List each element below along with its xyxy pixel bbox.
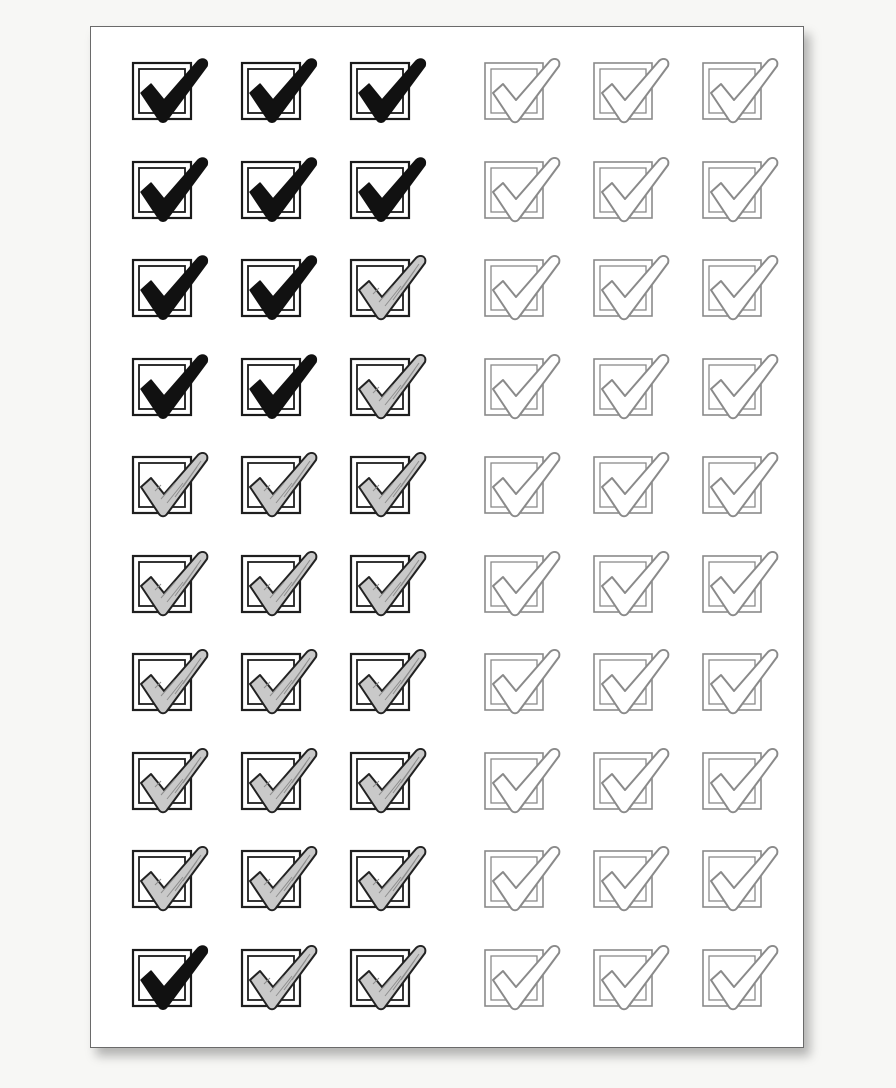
checkbox-cell [349, 343, 435, 423]
checkbox-check-icon [240, 343, 326, 423]
checkbox-cell [701, 47, 787, 127]
checkbox-check-icon [349, 343, 435, 423]
checkbox-check-icon [592, 835, 678, 915]
checkbox-check-icon [240, 441, 326, 521]
checkbox-cell [349, 540, 435, 620]
checkbox-cell [240, 737, 326, 817]
checkbox-check-icon [701, 47, 787, 127]
checkbox-cell [592, 934, 678, 1014]
checkbox-check-icon [483, 146, 569, 226]
checkbox-cell [349, 146, 435, 226]
checkbox-check-icon [483, 638, 569, 718]
checkbox-check-icon [349, 737, 435, 817]
checkbox-cell [592, 441, 678, 521]
checkbox-check-icon [701, 638, 787, 718]
checkbox-check-icon [240, 835, 326, 915]
checkbox-cell [483, 244, 569, 324]
checkbox-check-icon [483, 934, 569, 1014]
checkbox-cell [349, 934, 435, 1014]
checkbox-cell [592, 638, 678, 718]
checkbox-cell [240, 47, 326, 127]
checkbox-check-icon [592, 737, 678, 817]
checkbox-check-icon [349, 934, 435, 1014]
checkbox-cell [349, 737, 435, 817]
checkbox-cell [131, 343, 217, 423]
checkbox-check-icon [240, 540, 326, 620]
checkbox-cell [592, 540, 678, 620]
checkbox-check-icon [131, 47, 217, 127]
checkbox-check-icon [131, 540, 217, 620]
checkbox-check-icon [592, 540, 678, 620]
checkbox-check-icon [349, 146, 435, 226]
checkbox-check-icon [592, 146, 678, 226]
checkbox-check-icon [349, 540, 435, 620]
checkbox-cell [240, 343, 326, 423]
checkbox-check-icon [131, 146, 217, 226]
checkbox-check-icon [592, 244, 678, 324]
checkbox-cell [240, 638, 326, 718]
checkbox-check-icon [483, 737, 569, 817]
checkbox-cell [131, 540, 217, 620]
checkbox-check-icon [592, 934, 678, 1014]
checkbox-cell [240, 146, 326, 226]
checkbox-cell [131, 244, 217, 324]
checkbox-cell [701, 441, 787, 521]
checkbox-check-icon [701, 737, 787, 817]
checkbox-check-icon [701, 146, 787, 226]
checkbox-cell [701, 934, 787, 1014]
checkbox-cell [131, 441, 217, 521]
checkbox-cell [701, 540, 787, 620]
checkbox-cell [131, 47, 217, 127]
checkbox-cell [131, 737, 217, 817]
checkbox-cell [592, 146, 678, 226]
checkbox-cell [701, 835, 787, 915]
checkbox-check-icon [240, 244, 326, 324]
checkbox-check-icon [349, 835, 435, 915]
checkbox-check-icon [483, 835, 569, 915]
checkbox-check-icon [701, 441, 787, 521]
checkbox-cell [349, 638, 435, 718]
checkbox-check-icon [592, 441, 678, 521]
checkbox-cell [701, 737, 787, 817]
checkbox-cell [483, 638, 569, 718]
checkbox-cell [240, 934, 326, 1014]
checkbox-cell [349, 244, 435, 324]
checkbox-check-icon [592, 343, 678, 423]
checkbox-cell [240, 441, 326, 521]
checkbox-check-icon [349, 244, 435, 324]
checkbox-cell [483, 934, 569, 1014]
checkbox-check-icon [483, 47, 569, 127]
checkbox-grid [91, 27, 805, 1049]
checkbox-cell [240, 835, 326, 915]
checkbox-check-icon [131, 441, 217, 521]
checkbox-cell [349, 835, 435, 915]
checkbox-cell [131, 835, 217, 915]
checkbox-check-icon [131, 244, 217, 324]
checkbox-cell [483, 835, 569, 915]
checkbox-cell [483, 47, 569, 127]
checkbox-check-icon [131, 343, 217, 423]
checkbox-cell [592, 343, 678, 423]
checkbox-check-icon [701, 835, 787, 915]
checkbox-cell [131, 934, 217, 1014]
checkbox-cell [240, 540, 326, 620]
checkbox-check-icon [131, 737, 217, 817]
checkbox-cell [592, 244, 678, 324]
checkbox-cell [592, 737, 678, 817]
checkbox-cell [483, 146, 569, 226]
checkbox-check-icon [592, 638, 678, 718]
checkbox-cell [701, 244, 787, 324]
checkbox-check-icon [349, 47, 435, 127]
checkbox-cell [701, 343, 787, 423]
checkbox-cell [131, 146, 217, 226]
checkbox-cell [131, 638, 217, 718]
checkbox-check-icon [701, 934, 787, 1014]
checkbox-check-icon [483, 540, 569, 620]
checkbox-cell [483, 343, 569, 423]
checkbox-check-icon [240, 934, 326, 1014]
checkbox-check-icon [701, 540, 787, 620]
checkbox-check-icon [701, 244, 787, 324]
checkbox-cell [483, 441, 569, 521]
checkbox-cell [701, 146, 787, 226]
checkbox-check-icon [131, 638, 217, 718]
checkbox-check-icon [240, 47, 326, 127]
checkbox-check-icon [592, 47, 678, 127]
checkbox-check-icon [349, 441, 435, 521]
checkbox-cell [349, 47, 435, 127]
checkbox-check-icon [240, 638, 326, 718]
checkbox-cell [349, 441, 435, 521]
checkbox-cell [592, 835, 678, 915]
checkbox-cell [483, 540, 569, 620]
checkbox-cell [483, 737, 569, 817]
checkbox-cell [240, 244, 326, 324]
checkbox-check-icon [483, 441, 569, 521]
checkbox-cell [701, 638, 787, 718]
checkbox-check-icon [483, 343, 569, 423]
checkbox-check-icon [131, 835, 217, 915]
checkbox-cell [592, 47, 678, 127]
checkbox-check-icon [701, 343, 787, 423]
checkbox-check-icon [483, 244, 569, 324]
checkbox-check-icon [240, 146, 326, 226]
paper-sheet [90, 26, 804, 1048]
checkbox-check-icon [131, 934, 217, 1014]
checkbox-check-icon [349, 638, 435, 718]
checkbox-check-icon [240, 737, 326, 817]
